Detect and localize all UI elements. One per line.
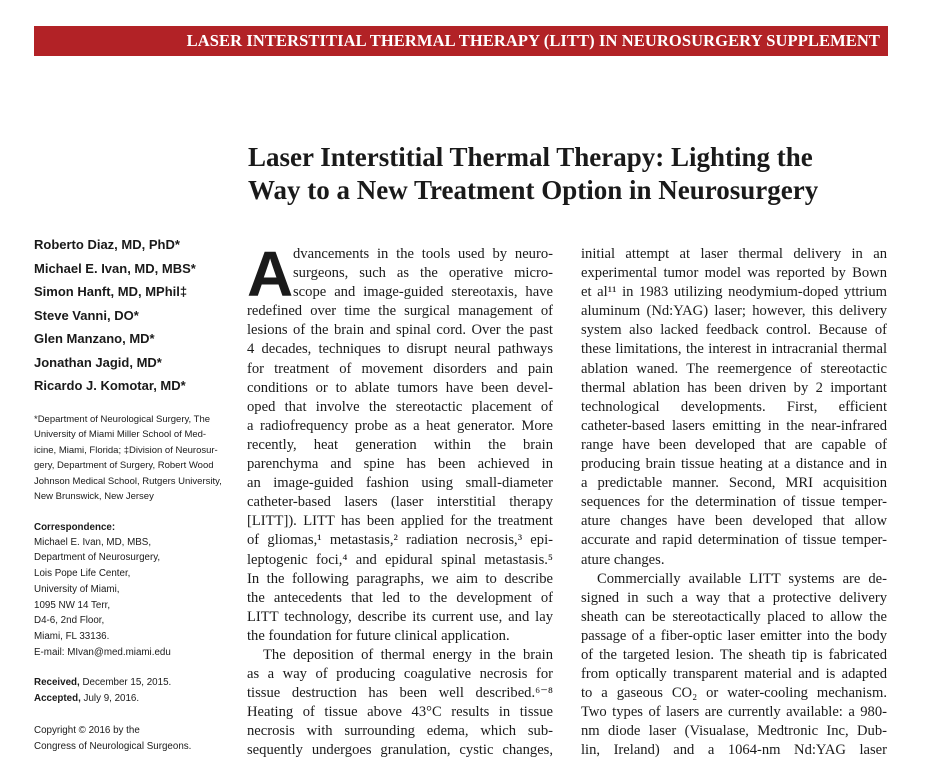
author-name: Steve Vanni, DO* — [34, 307, 139, 323]
body-line: surgeons, such as the operative micro- — [293, 265, 553, 282]
affiliation-line: New Brunswick, New Jersey — [34, 491, 154, 502]
body-line: Two types of lasers are currently available: a 980- — [581, 704, 887, 721]
author-list — [34, 233, 239, 398]
accepted-value: July 9, 2016. — [80, 692, 140, 704]
correspondence-line: Department of Neurosurgery, — [34, 552, 161, 564]
body-line: producing brain tissue heating at a distance and in — [581, 456, 887, 473]
body-line: accurate and rapid determination of tissue temper- — [581, 532, 887, 549]
received-label: Received, — [34, 676, 80, 688]
body-line: conditions or to ablate tumors have been devel- — [247, 379, 553, 396]
body-line: sheath can be stereotactically placed to allow the — [581, 608, 887, 625]
body-line: a radiofrequency probe as a heat generator. More — [247, 417, 553, 434]
body-line: The deposition of thermal energy in the brain — [263, 646, 553, 663]
correspondence-line: D4-6, 2nd Floor, — [34, 615, 105, 627]
body-line: technological developments. First, efficient — [581, 398, 887, 415]
author-name: Michael E. Ivan, MD, MBS* — [34, 260, 196, 276]
body-line: catheter-based lasers (laser interstitial therapy — [247, 494, 553, 511]
body-line: redefined over time the surgical management of — [247, 303, 553, 320]
body-line: thermal ablation has been driven by 2 important — [581, 379, 887, 396]
body-line: from optically transparent material and is adapted — [581, 666, 887, 683]
author-name: Jonathan Jagid, MD* — [34, 354, 162, 370]
author-name: Ricardo J. Komotar, MD* — [34, 378, 186, 393]
correspondence-line: Lois Pope Life Center, — [34, 568, 131, 580]
body-line: experimental tumor model was reported by Bown — [581, 265, 887, 282]
body-line: range have been developed that are capable of — [581, 436, 887, 453]
body-line: LITT technology, describe its current use, and lay — [247, 608, 553, 625]
affiliations — [34, 412, 239, 505]
correspondence-heading: Correspondence: — [34, 521, 116, 533]
supplement-banner: LASER INTERSTITIAL THERMAL THERAPY (LITT) IN NEUROSURGERY SUPPLEMENT — [34, 26, 888, 56]
body-line: initial attempt at laser thermal delivery in an — [581, 246, 887, 262]
body-line: lesions of the brain and spinal cord. Over the past — [247, 322, 553, 339]
correspondence-line: 1095 NW 14 Terr, — [34, 599, 111, 611]
author-name: Roberto Diaz, MD, PhD* — [34, 237, 180, 252]
author-name: Glen Manzano, MD* — [34, 331, 155, 346]
copyright-line: Copyright © 2016 by the — [34, 724, 140, 736]
body-line: Commercially available LITT systems are de- — [597, 570, 887, 587]
correspondence-line: Miami, FL 33136. — [34, 631, 110, 643]
affiliation-line: icine, Miami, Florida; ‡Division of Neurosur- — [34, 444, 218, 456]
body-line: lin, Ireland) and a 1064-nm Nd:YAG laser — [581, 742, 887, 759]
article-title — [248, 141, 898, 207]
body-line: sequences for the determination of tissue temper- — [581, 494, 887, 511]
body-line: the antecedents that led to the development of — [247, 589, 553, 606]
body-line: ablation waned. The reemergence of stereotactic — [581, 360, 887, 377]
affiliation-line: Johnson Medical School, Rutgers University, — [34, 475, 222, 487]
body-line: of gliomas,¹ metastasis,² radiation necrosis,³ epi- — [247, 532, 553, 549]
body-column-2 — [581, 245, 887, 761]
affiliation-line: gery, Department of Surgery, Robert Wood — [34, 460, 214, 471]
body-line: system also lacked feedback control. Because of — [581, 322, 887, 339]
accepted-date — [34, 691, 239, 707]
body-line: an image-guided fashion using small-diameter — [247, 475, 553, 492]
received-value: December 15, 2015. — [79, 676, 172, 688]
body-line: ature changes have been developed that allow — [581, 513, 887, 530]
body-line: nm diode laser (Visualase, Medtronic Inc, Dub- — [581, 723, 887, 740]
copyright-line: Congress of Neurological Surgeons. — [34, 740, 192, 752]
drop-cap: A — [247, 238, 294, 310]
correspondence-email[interactable]: E-mail: MIvan@med.miami.edu — [34, 647, 171, 659]
body-line: dvancements in the tools used by neuro- — [293, 246, 553, 262]
body-line: catheter-based lasers emitting in the near-infrared — [581, 417, 887, 434]
body-line: necrosis with surrounding edema, which sub- — [247, 723, 553, 740]
body-line: 4 decades, techniques to disrupt neural pathways — [247, 341, 553, 358]
body-line: leptogenic foci,⁴ and epidural spinal metastasis.⁵ — [247, 551, 553, 568]
body-line: these limitations, the interest in intracranial thermal — [581, 341, 887, 358]
body-line: aluminum (Nd:YAG) laser; however, this delivery — [581, 303, 887, 320]
body-line: the foundation for future clinical application. — [247, 627, 510, 644]
body-line: ature changes. — [581, 551, 665, 568]
body-column-1 — [247, 238, 553, 761]
body-line: Heating of tissue above 43°C results in tissue — [247, 704, 553, 721]
body-line: recently, heat generation within the brain — [247, 436, 553, 453]
title-line: Way to a New Treatment Option in Neurosurgery — [248, 175, 819, 205]
affiliation-line: *Department of Neurological Surgery, The — [34, 413, 211, 425]
correspondence-line: University of Miami, — [34, 583, 120, 595]
copyright-notice — [34, 723, 239, 755]
body-line: scope and image-guided stereotaxis, have — [293, 284, 553, 301]
received-date — [34, 675, 239, 691]
body-line: parenchyma and spine has been achieved in — [247, 456, 553, 473]
body-line: to a gaseous CO₂ or water-cooling mechanism. — [581, 685, 887, 702]
body-line: [LITT]). LITT has been applied for the treatment — [247, 513, 553, 530]
body-line: as a way of producing coagulative necrosis for — [247, 666, 553, 683]
body-line: oped that involve the stereotactic placement of — [247, 398, 553, 415]
title-line: Laser Interstitial Thermal Therapy: Lighting the — [248, 142, 813, 172]
author-sidebar — [34, 233, 239, 754]
accepted-label: Accepted, — [34, 692, 81, 704]
body-line: sequently undergoes granulation, cystic changes, — [247, 742, 553, 759]
correspondence-address — [34, 535, 239, 661]
article-dates — [34, 675, 239, 707]
body-line: for treatment of movement disorders and pain — [247, 360, 553, 377]
body-line: et al¹¹ in 1983 utilizing neodymium-doped yttrium — [581, 284, 887, 301]
body-line: of the targeted lesion. The sheath tip is fabricated — [581, 646, 887, 663]
correspondence-line: Michael E. Ivan, MD, MBS, — [34, 536, 152, 548]
body-line: passage of a fiber-optic laser emitter into the body — [581, 627, 887, 644]
author-name: Simon Hanft, MD, MPhil‡ — [34, 284, 188, 299]
body-line: In the following paragraphs, we aim to describe — [247, 570, 553, 587]
affiliation-line: University of Miami Miller School of Med- — [34, 429, 207, 440]
body-line: signed in such a way that a protective delivery — [581, 589, 887, 606]
body-line: tissue destruction has been well described.⁶⁻⁸ — [247, 685, 553, 702]
body-line: a predictable manner. Second, MRI acquisition — [581, 475, 887, 492]
